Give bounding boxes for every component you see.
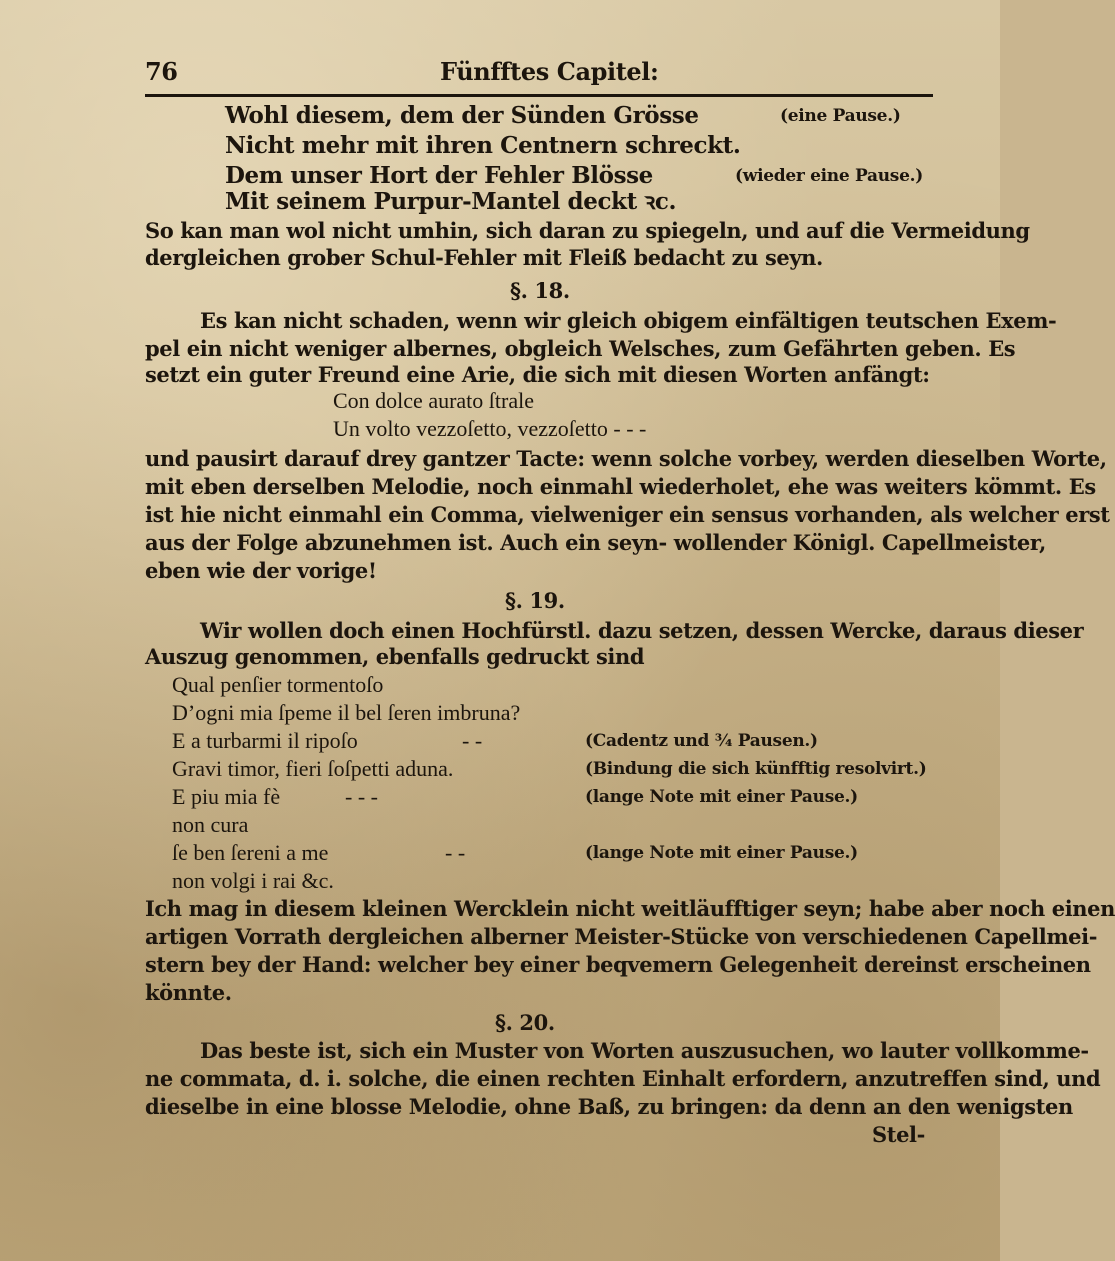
verse-line: non cura	[172, 812, 249, 837]
text-line: artigen Vorrath dergleichen alberner Meister-Stücke von verschiedenen Capellmei-	[145, 924, 1098, 949]
verse-note: (Cadentz und ¾ Pausen.)	[585, 731, 818, 751]
verse-line: ſe ben ſereni a me	[172, 840, 329, 865]
text-line: setzt ein guter Freund eine Arie, die sich mit diesen Worten anfängt:	[145, 362, 930, 387]
text-line: So kan man wol nicht umhin, sich daran zu spiegeln, und auf die Vermeidung	[145, 218, 1030, 243]
text-line: und pausirt darauf drey gantzer Tacte: wenn solche vorbey, werden dieselben Worte,	[145, 446, 1107, 471]
text-line: könnte.	[145, 980, 232, 1005]
poem-note: (eine Pause.)	[780, 106, 901, 126]
verse-note: (Bindung die sich künfftig resolvirt.)	[585, 759, 927, 779]
verse-line: non volgi i rai &c.	[172, 868, 334, 893]
running-title: Fünfftes Capitel:	[440, 57, 659, 86]
verse-note: (lange Note mit einer Pause.)	[585, 787, 858, 807]
text-line: Wir wollen doch einen Hochfürstl. dazu setzen, dessen Wercke, daraus dieser	[200, 618, 1084, 643]
italian-quote: Con dolce aurato ſtrale	[333, 388, 534, 413]
section-heading: §. 18.	[510, 278, 570, 303]
poem-note: (wieder eine Pause.)	[735, 166, 923, 186]
verse-line: E piu mia fè	[172, 784, 281, 809]
text-line: pel ein nicht weniger albernes, obgleich Welsches, zum Gefährten geben. Es	[145, 336, 1016, 361]
italian-quote: Un volto vezzoſetto, vezzoſetto - - -	[333, 416, 647, 441]
text-line: ne commata, d. i. solche, die einen rechten Einhalt erfordern, anzutreffen sind, und	[145, 1066, 1101, 1091]
text-line: Das beste ist, sich ein Muster von Worten auszusuchen, wo lauter vollkomme-	[200, 1038, 1089, 1063]
page-number: 76	[145, 57, 178, 86]
catchword: Stel-	[872, 1122, 925, 1147]
verse-line: Gravi timor, fieri ſoſpetti aduna.	[172, 756, 454, 781]
verse-dashes: - -	[462, 728, 483, 753]
text-line: dieselbe in eine blosse Melodie, ohne Baß, zu bringen: da denn an den wenigsten	[145, 1094, 1073, 1119]
text-line: ist hie nicht einmahl ein Comma, vielweniger ein sensus vorhanden, als welcher erst	[145, 502, 1110, 527]
text-line: Ich mag in diesem kleinen Wercklein nicht weitläufftiger seyn; habe aber noch einen	[145, 896, 1115, 921]
verse-note: (lange Note mit einer Pause.)	[585, 843, 858, 863]
text-line: Es kan nicht schaden, wenn wir gleich obigem einfältigen teutschen Exem-	[200, 308, 1057, 333]
verse-line: E a turbarmi il ripoſo	[172, 728, 358, 753]
poem-line: Dem unser Hort der Fehler Blösse	[225, 162, 653, 189]
text-line: mit eben derselben Melodie, noch einmahl wiederholet, ehe was weiters kömmt. Es	[145, 474, 1096, 499]
verse-line: D’ogni mia ſpeme il bel ſeren imbruna?	[172, 700, 521, 725]
text-line: Auszug genommen, ebenfalls gedruckt sind	[145, 644, 645, 669]
section-heading: §. 19.	[505, 588, 565, 613]
text-line: aus der Folge abzunehmen ist. Auch ein seyn- wollender Königl. Capellmeister,	[145, 530, 1046, 555]
poem-line: Mit seinem Purpur-Mantel deckt ꝛc.	[225, 188, 677, 215]
poem-line: Wohl diesem, dem der Sünden Grösse	[225, 102, 699, 129]
text-line: dergleichen grober Schul-Fehler mit Fleiß bedacht zu seyn.	[145, 245, 823, 270]
text-line: stern bey der Hand: welcher bey einer beqvemern Gelegenheit dereinst erscheinen	[145, 952, 1091, 977]
verse-dashes: - -	[445, 840, 466, 865]
poem-line: Nicht mehr mit ihren Centnern schreckt.	[225, 132, 741, 159]
verse-dashes: - - -	[345, 784, 378, 809]
section-heading: §. 20.	[495, 1010, 555, 1035]
header-rule	[145, 94, 933, 97]
verse-line: Qual penſier tormentoſo	[172, 672, 384, 697]
text-line: eben wie der vorige!	[145, 558, 377, 583]
